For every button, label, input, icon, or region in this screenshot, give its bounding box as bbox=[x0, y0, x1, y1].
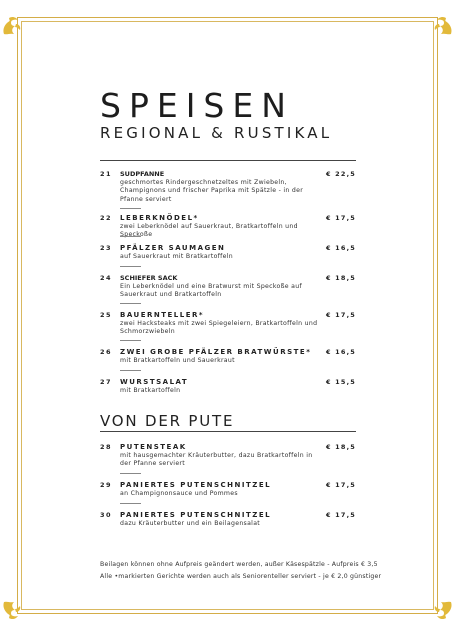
item-separator bbox=[120, 370, 141, 371]
item-name: SUDPFANNE bbox=[120, 170, 165, 178]
item-description: zwei Leberknödel auf Sauerkraut, Bratkartoffeln und Speckoße bbox=[120, 223, 298, 239]
item-name: BAUERNTELLER* bbox=[120, 311, 205, 319]
item-price: € 15,5 bbox=[325, 378, 356, 386]
item-separator bbox=[120, 303, 141, 304]
item-separator bbox=[120, 503, 141, 504]
item-number: 30 bbox=[100, 511, 113, 519]
page-title: SPEISEN bbox=[100, 86, 294, 125]
item-separator bbox=[120, 473, 141, 474]
item-description: an Champignonsauce und Pommes bbox=[120, 490, 238, 497]
item-description: dazu Kräuterbutter und ein Beilagensalat bbox=[120, 520, 261, 527]
item-price: € 17,5 bbox=[325, 511, 356, 519]
item-number: 28 bbox=[100, 443, 113, 451]
item-price: € 17,5 bbox=[325, 214, 356, 222]
item-description: mit Bratkartoffeln bbox=[120, 387, 181, 394]
item-separator bbox=[120, 208, 141, 209]
corner-ornament-icon bbox=[0, 14, 24, 38]
item-description: mit Bratkartoffeln und Sauerkraut bbox=[120, 357, 235, 364]
item-name: ZWEI GROBE PFÄLZER BRATWÜRSTE* bbox=[120, 348, 312, 356]
item-number: 24 bbox=[100, 274, 113, 282]
item-number: 29 bbox=[100, 481, 113, 489]
item-number: 26 bbox=[100, 348, 113, 356]
item-name: SCHIEFER SACK bbox=[120, 274, 178, 282]
item-description: Ein Leberknödel und eine Bratwurst mit Speckoße auf Sauerkraut und Bratkartoffeln bbox=[120, 283, 302, 299]
item-name: LEBERKNÖDEL* bbox=[120, 214, 199, 222]
item-name: PANIERTES PUTENSCHNITZEL bbox=[120, 481, 272, 489]
item-number: 23 bbox=[100, 244, 113, 252]
corner-ornament-icon bbox=[431, 598, 455, 622]
footer-note-senior: Alle •markierten Gerichte werden auch als Seniorenteller serviert - je € 2,0 günstiger bbox=[100, 573, 382, 580]
item-name: PUTENSTEAK bbox=[120, 443, 187, 451]
footer-note-sides: Beilagen können ohne Aufpreis geändert werden, außer Käsespätzle - Aufpreis € 3,5 bbox=[100, 561, 378, 568]
item-name: PANIERTES PUTENSCHNITZEL bbox=[120, 511, 272, 519]
item-price: € 17,5 bbox=[325, 311, 356, 319]
section-divider bbox=[100, 431, 356, 432]
item-price: € 16,5 bbox=[325, 244, 356, 252]
item-description: geschmortes Rindergeschnetzeltes mit Zwiebeln, Champignons und frischer Paprika mit Spätzle - in der Pfanne serviert bbox=[120, 179, 304, 203]
item-number: 21 bbox=[100, 170, 113, 178]
section-title-pute: VON DER PUTE bbox=[100, 412, 235, 430]
corner-ornament-icon bbox=[0, 598, 24, 622]
corner-ornament-icon bbox=[431, 14, 455, 38]
item-name: WURSTSALAT bbox=[120, 378, 189, 386]
item-description: auf Sauerkraut mit Bratkartoffeln bbox=[120, 253, 233, 260]
item-price: € 18,5 bbox=[325, 443, 356, 451]
item-price: € 18,5 bbox=[325, 274, 356, 282]
item-description: zwei Hacksteaks mit zwei Spiegeleiern, Bratkartoffeln und Schmorzwiebeln bbox=[120, 320, 318, 336]
item-number: 22 bbox=[100, 214, 113, 222]
section-divider bbox=[100, 160, 356, 161]
item-price: € 17,5 bbox=[325, 481, 356, 489]
item-separator bbox=[120, 236, 141, 237]
page-subtitle: REGIONAL & RUSTIKAL bbox=[100, 124, 333, 142]
item-price: € 22,5 bbox=[325, 170, 356, 178]
item-number: 25 bbox=[100, 311, 113, 319]
item-separator bbox=[120, 266, 141, 267]
item-description: mit hausgemachter Kräuterbutter, dazu Bratkartoffeln in der Pfanne serviert bbox=[120, 452, 313, 468]
item-price: € 16,5 bbox=[325, 348, 356, 356]
item-number: 27 bbox=[100, 378, 113, 386]
item-separator bbox=[120, 340, 141, 341]
item-name: PFÄLZER SAUMAGEN bbox=[120, 244, 226, 252]
